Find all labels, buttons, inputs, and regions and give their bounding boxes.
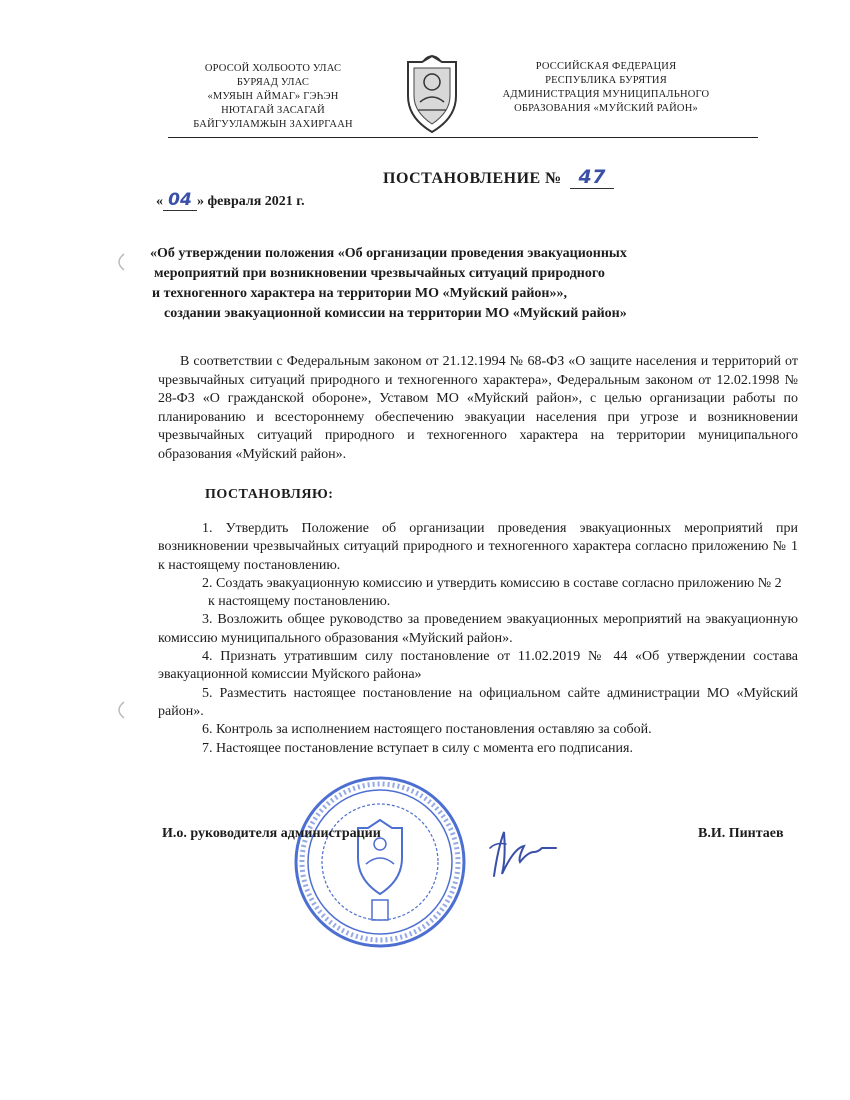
- preamble-paragraph: В соответствии с Федеральным законом от 21.12.1994 № 68-ФЗ «О защите населения и территорий от чрезвычайных ситуаций природного и техногенного характера», Федеральным законом от 12.02.1998 № 28-ФЗ «О гражданской обороне», Уставом МО «Муйский район», с целью организации работы по планированию и всестороннему обеспечению эвакуации населения при угрозе и возникновении чрезвычайных ситуаций природного и техногенного характера на территории муниципального образования «Муйский район».: [158, 354, 798, 462]
- header-left-line: БАЙГУУЛАМЖЫН ЗАХИРГААН: [193, 119, 353, 130]
- header-right-line: ОБРАЗОВАНИЯ «МУЙСКИЙ РАЙОН»: [514, 103, 698, 114]
- decree-item-continuation: к настоящему постановлению.: [208, 594, 391, 610]
- document-subject: [150, 244, 710, 324]
- scan-edge-mark-icon: [112, 252, 126, 272]
- header-right-line: АДМИНИСТРАЦИЯ МУНИЦИПАЛЬНОГО: [502, 89, 710, 100]
- document-number: 47: [570, 166, 614, 189]
- decree-item: 5. Разместить настоящее постановление на официальном сайте администрации МО «Муйский район».: [158, 685, 798, 719]
- header-left-line: «МУЯЫН АЙМАГ» ГЭҺЭН: [207, 91, 339, 102]
- decree-item: 2. Создать эвакуационную комиссию и утвердить комиссию в составе согласно приложению № 2: [202, 575, 782, 591]
- header-left-line: НЮТАГАЙ ЗАСАГАЙ: [221, 105, 325, 116]
- signatory-position: И.о. руководителя администрации: [162, 826, 381, 841]
- title-label: ПОСТАНОВЛЕНИЕ №: [383, 170, 562, 187]
- header-divider: [168, 137, 758, 138]
- subject-line: и техногенного характера на территории МО «Муйский район»»,: [152, 286, 567, 301]
- handwritten-signature-icon: [484, 818, 574, 888]
- coat-of-arms-icon: [398, 52, 466, 136]
- subject-line: «Об утверждении положения «Об организации проведения эвакуационных: [150, 246, 627, 261]
- header-right-line: РЕСПУБЛИКА БУРЯТИЯ: [545, 75, 667, 86]
- decree-items: [158, 520, 798, 758]
- date-open-quote: «: [156, 194, 163, 209]
- decree-item: 3. Возложить общее руководство за проведением эвакуационных мероприятий на эвакуационную комиссию муниципального образования «Муйский район».: [158, 612, 798, 646]
- document-title: [383, 166, 614, 189]
- decree-heading: ПОСТАНОВЛЯЮ:: [205, 487, 334, 502]
- date-day: 04: [163, 190, 197, 211]
- official-seal-icon: [290, 772, 470, 952]
- header-left-buryat: [168, 62, 378, 132]
- header-left-line: БУРЯАД УЛАС: [236, 77, 310, 88]
- document-date: [156, 190, 305, 211]
- header-right-line: РОССИЙСКАЯ ФЕДЕРАЦИЯ: [535, 61, 677, 72]
- scan-edge-mark-icon: [112, 700, 126, 720]
- decree-item: 6. Контроль за исполнением настоящего постановления оставляю за собой.: [202, 722, 652, 738]
- header-left-line: ОРОСОЙ ХОЛБООТО УЛАС: [204, 63, 342, 74]
- decree-item: 1. Утвердить Положение об организации проведения эвакуационных мероприятий при возникновении чрезвычайных ситуаций природного и техногенного характера согласно приложению № 1 к настоящему постановлению.: [158, 521, 798, 573]
- signatory-name: В.И. Пинтаев: [698, 826, 784, 841]
- date-rest: » февраля 2021 г.: [197, 194, 305, 209]
- header-right-russian: [486, 60, 726, 116]
- subject-line: создании эвакуационной комиссии на территории МО «Муйский район»: [164, 306, 627, 321]
- subject-line: мероприятий при возникновении чрезвычайных ситуаций природного: [154, 266, 605, 281]
- decree-item: 4. Признать утратившим силу постановление от 11.02.2019 № 44 «Об утверждении состава эвакуационной комиссии Муйского района»: [158, 649, 798, 683]
- decree-item: 7. Настоящее постановление вступает в силу с момента его подписания.: [202, 740, 633, 756]
